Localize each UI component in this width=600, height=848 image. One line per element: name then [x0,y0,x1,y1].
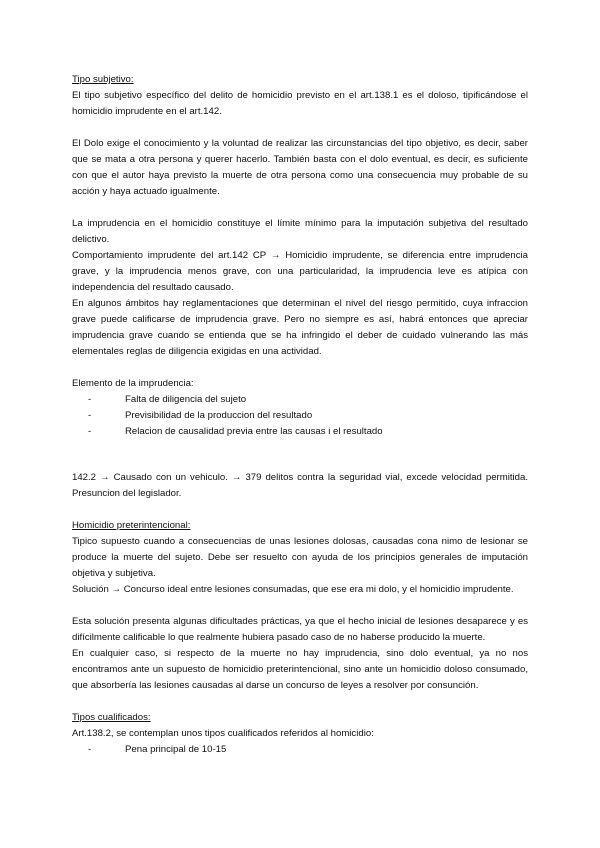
paragraph-dificultades: Esta solución presenta algunas dificultades prácticas, ya que el hecho inicial de lesiones desaparece y es difícilmente calificable lo que realmente hubiera pasado caso de no haberse producido la muerte. [72,616,528,643]
spacer [72,502,528,518]
heading-tipo-subjetivo: Tipo subjetivo: [72,74,134,85]
paragraph-tipico-supuesto: Tipico supuesto cuando a consecuencias de unas lesiones dolosas, causadas cona nimo de lesionar se produce la muerte del sujeto. Debe ser resuelto con ayuda de los principios generales de imputación objetiva y subjetiva. [72,536,528,579]
spacer [72,120,528,136]
paragraph-solucion: Solución → Concurso ideal entre lesiones consumadas, que ese era mi dolo, y el homicidio imprudente. [72,584,514,595]
paragraph-comportamiento-imprudente: Comportamiento imprudente del art.142 CP → Homicidio imprudente, se diferencia entre imprudencia grave, y la imprudencia menos grave, con una particularidad, la imprudencia leve es atípica con independencia del resultado causado. [72,250,528,293]
paragraph-art-142-2: 142.2 → Causado con un vehiculo. → 379 delitos contra la seguridad vial, excede velocidad permitida. Presuncion del legislador. [72,472,528,499]
paragraph-cualquier-caso: En cualquier caso, si respecto de la muerte no hay imprudencia, sino dolo eventual, ya no nos encontramos ante un supuesto de homicidio preterintencional, sino ante un homicidio doloso consumado, que absorbería las lesiones causadas al darse un concurso de leyes a resolver por consunción. [72,648,528,691]
elementos-list [72,392,528,440]
cualificados-list [72,742,528,758]
list-item: - Falta de diligencia del sujeto [88,392,528,408]
paragraph-dolo: El Dolo exige el conocimiento y la voluntad de realizar las circunstancias del tipo objetivo, es decir, saber que se mata a otra persona y querer hacerlo. También basta con el dolo eventual, es decir, es suficiente con que el autor haya previsto la muerte de otra persona como una consecuencia muy probable de su acción y haya actuado igualmente. [72,138,528,197]
spacer [72,694,528,710]
list-item: - Previsibilidad de la produccion del resultado [88,408,528,424]
spacer [72,598,528,614]
spacer [72,440,528,470]
heading-cualificados: Tipos cualificados: [72,712,151,723]
elementos-title: Elemento de la imprudencia: [72,378,194,389]
list-item: - Pena principal de 10-15 [88,742,528,758]
paragraph-art-138-2: Art.138.2, se contemplan unos tipos cualificados referidos al homicidio: [72,728,374,739]
spacer [72,360,528,376]
heading-preterintencional: Homicidio preterintencional: [72,520,191,531]
paragraph-imprudencia-limite: La imprudencia en el homicidio constituye el límite mínimo para la imputación subjetiva del resultado delictivo. [72,218,528,245]
list-item: - Relacion de causalidad previa entre las causas i el resultado [88,424,528,440]
paragraph-tipo-subjetivo-1: El tipo subjetivo específico del delito de homicidio previsto en el art.138.1 es el doloso, tipificándose el homicidio imprudente en el art.142. [72,90,528,117]
spacer [72,200,528,216]
paragraph-reglamentaciones: En algunos ámbitos hay reglamentaciones que determinan el nivel del riesgo permitido, cuya infraccion grave puede calificarse de imprudencia grave. Pero no siempre es así, habrá entonces que apreciar imprudencia grave cuando se entienda que se ha infringido el deber de cuidado vulnerando las más elementales reglas de diligencia exigidas en una actividad. [72,298,528,357]
